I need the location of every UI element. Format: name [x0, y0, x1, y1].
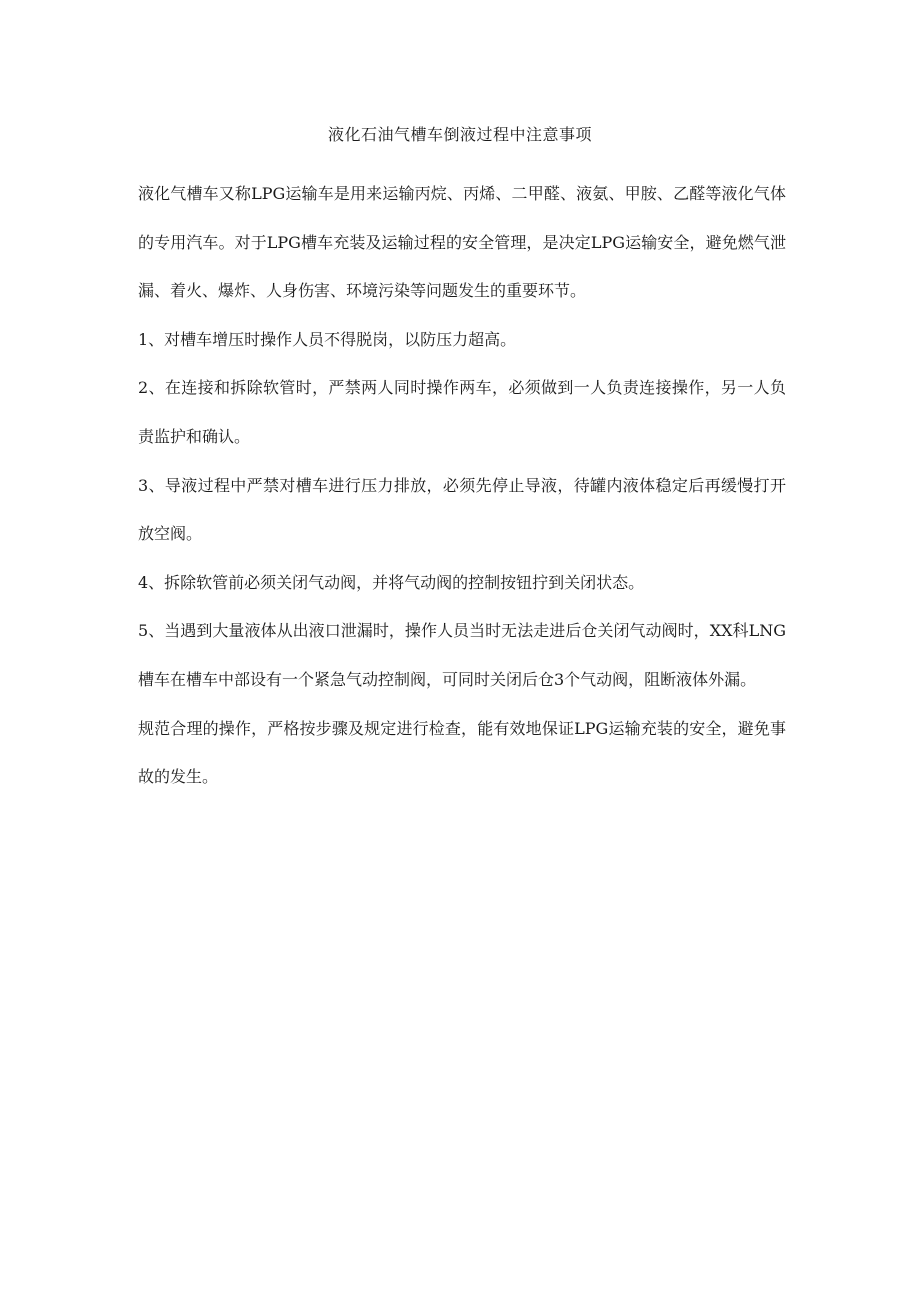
item-4-paragraph: 4、拆除软管前必须关闭气动阀，并将气动阀的控制按钮拧到关闭状态。	[138, 572, 645, 592]
item-1-paragraph: 1、对槽车增压时操作人员不得脱岗，以防压力超高。	[138, 329, 517, 349]
document-body	[138, 170, 786, 802]
document-title: 液化石油气槽车倒液过程中注意事项	[327, 125, 592, 144]
item-5-paragraph: 5、当遇到大量液体从出液口泄漏时，操作人员当时无法走进后仓关闭气动阀时，XX科LNG槽车在槽车中部设有一个紧急气动控制阀，可同时关闭后仓3个气动阀，阻断液体外漏。	[138, 621, 786, 689]
conclusion-paragraph: 规范合理的操作，严格按步骤及规定进行检查，能有效地保证LPG运输充装的安全，避免事故的发生。	[138, 718, 786, 787]
item-3-paragraph: 3、导液过程中严禁对槽车进行压力排放，必须先停止导液，待罐内液体稳定后再缓慢打开放空阀。	[138, 475, 786, 544]
item-2-paragraph: 2、在连接和拆除软管时，严禁两人同时操作两车，必须做到一人负责连接操作，另一人负责监护和确认。	[138, 378, 786, 446]
intro-paragraph: 液化气槽车又称LPG运输车是用来运输丙烷、丙烯、二甲醛、液氨、甲胺、乙醛等液化气体的专用汽车。对于LPG槽车充装及运输过程的安全管理，是决定LPG运输安全，避免燃气泄漏、着火、爆炸、人身伤害、环境污染等问题发生的重要环节。	[138, 184, 786, 301]
